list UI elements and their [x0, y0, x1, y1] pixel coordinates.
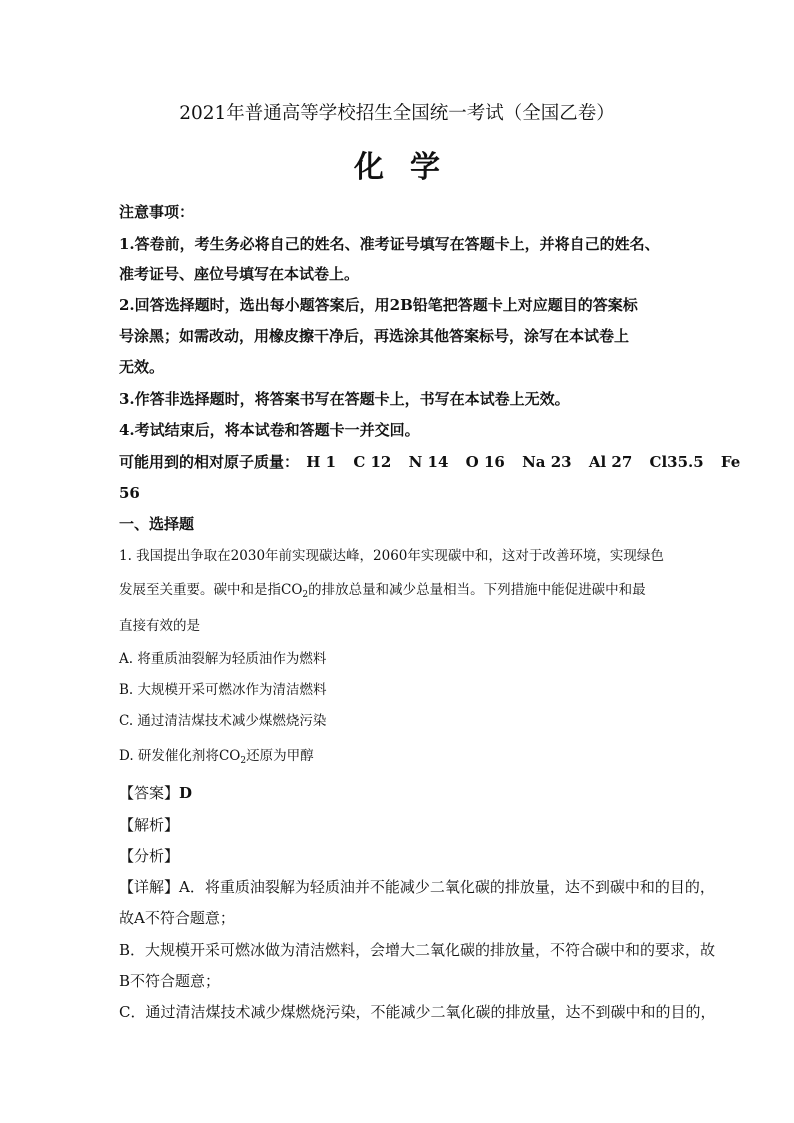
notice-item-1-line-2: 准考证号、座位号填写在本试卷上。: [119, 265, 360, 283]
detail-b-line-1: B．大规模开采可燃冰做为清洁燃料，会增大二氧化碳的排放量，不符合碳中和的要求，故: [119, 941, 716, 959]
co2-text: CO: [218, 748, 241, 764]
co2-formula: [281, 582, 308, 598]
atomic-mass-item: H 1: [306, 453, 337, 471]
question-1-stem-line-3: 直接有效的是: [119, 618, 200, 634]
detail-label: 【详解】: [119, 878, 180, 896]
atomic-mass-item: Al 27: [588, 453, 633, 471]
subject-title: 化学: [354, 150, 466, 185]
atomic-masses-label: 可能用到的相对原子质量：: [119, 453, 300, 471]
detail-a-line-1: [119, 877, 715, 897]
answer-line: [119, 783, 192, 803]
atomic-mass-item: O 16: [465, 453, 505, 471]
atomic-mass-item: Fe: [720, 453, 741, 471]
atomic-mass-item: Cl35.5: [649, 453, 704, 471]
detail-a-text: A．将重质油裂解为轻质油并不能减少二氧化碳的排放量，达不到碳中和的目的，: [179, 878, 715, 896]
section-heading: 一、选择题: [119, 515, 195, 533]
answer-value: D: [179, 784, 193, 802]
detail-c-line-1: C．通过清洁煤技术减少煤燃烧污染，不能减少二氧化碳的排放量，达不到碳中和的目的，: [119, 1003, 716, 1021]
answer-label: 【答案】: [119, 784, 180, 802]
notice-item-4: 4.考试结束后，将本试卷和答题卡一并交回。: [119, 421, 420, 439]
co2-subscript: 2: [240, 756, 247, 766]
fenxi-label: 【分析】: [119, 847, 180, 865]
option-d: [119, 746, 314, 766]
detail-a-line-2: 故A不符合题意；: [119, 909, 235, 927]
option-c: C. 通过清洁煤技术减少煤燃烧污染: [119, 713, 327, 729]
co2-formula: [219, 748, 246, 764]
notice-item-1-line-1: 1.答卷前，考生务必将自己的姓名、准考证号填写在答题卡上，并将自己的姓名、: [119, 235, 660, 253]
stem-text: 的排放总量和减少总量相当。下列措施中能促进碳中和最: [308, 582, 646, 598]
atomic-mass-item: C 12: [353, 453, 392, 471]
notice-item-3: 3.作答非选择题时，将答案书写在答题卡上，书写在本试卷上无效。: [119, 390, 570, 408]
option-d-text: D. 研发催化剂将: [119, 748, 219, 764]
option-b: B. 大规模开采可燃冰作为清洁燃料: [119, 682, 327, 698]
atomic-masses-wrap: 56: [119, 484, 140, 502]
stem-text: 发展至关重要。碳中和是指: [119, 582, 281, 598]
atomic-masses-line: [119, 452, 752, 472]
atomic-mass-item: N 14: [408, 453, 449, 471]
notice-item-2-line-1: 2.回答选择题时，选出每小题答案后，用2B铅笔把答题卡上对应题目的答案标: [119, 296, 638, 314]
atomic-mass-item: Na 23: [522, 453, 572, 471]
option-a: A. 将重质油裂解为轻质油作为燃料: [119, 651, 327, 667]
question-1-stem-line-1: 1. 我国提出争取在2030年前实现碳达峰，2060年实现碳中和，这对于改善环境，实现绿色: [119, 548, 664, 564]
notice-heading: 注意事项：: [119, 203, 195, 221]
exam-title: 2021年普通高等学校招生全国统一考试（全国乙卷）: [179, 103, 615, 124]
notice-item-2-line-2: 号涂黑；如需改动，用橡皮擦干净后，再选涂其他答案标号，涂写在本试卷上: [119, 327, 630, 345]
co2-subscript: 2: [302, 590, 309, 600]
detail-b-line-2: B不符合题意；: [119, 972, 221, 990]
option-d-text: 还原为甲醇: [246, 748, 314, 764]
analysis-label: 【解析】: [119, 816, 180, 834]
notice-item-2-line-3: 无效。: [119, 358, 165, 376]
question-1-stem-line-2: [119, 580, 646, 600]
co2-text: CO: [281, 582, 303, 598]
